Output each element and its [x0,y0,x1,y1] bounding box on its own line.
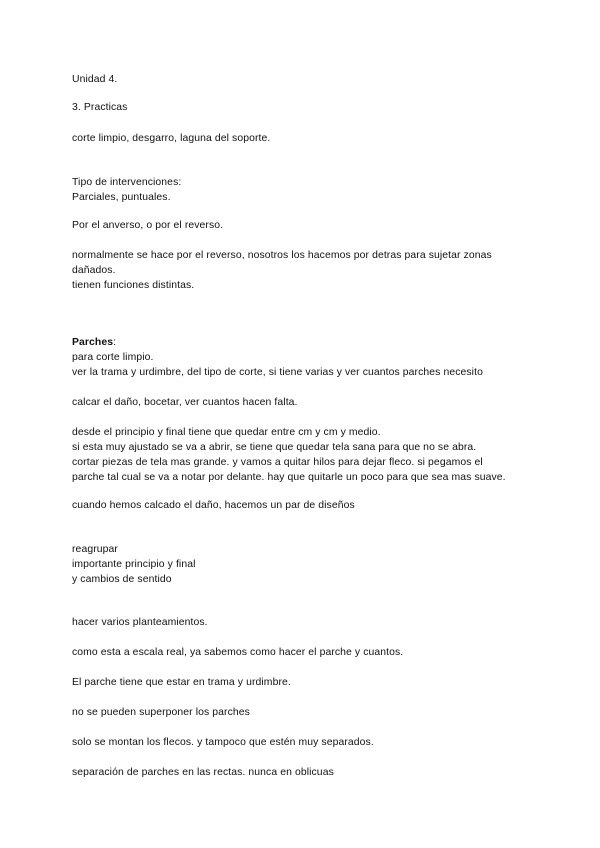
planteamientos-text: hacer varios planteamientos. [72,617,208,628]
interventions-heading: Tipo de intervenciones: [72,177,182,188]
reverse-note-line-1: normalmente se hace por el reverso, nosotros los hacemos por detras para sujetar zonas [72,250,492,261]
damage-types-text: corte limpio, desgarro, laguna del soporte. [72,133,271,144]
superponer-text: no se pueden superponer los parches [72,707,250,718]
section-title: 3. Practicas [72,102,128,113]
calcar-text: calcar el daño, bocetar, ver cuantos hacen falta. [72,397,298,408]
interventions-types: Parciales, puntuales. [72,192,171,203]
trama-text: El parche tiene que estar en trama y urdimbre. [72,677,291,688]
parches-heading-line [72,335,116,350]
list-line-1: reagrupar [72,544,118,555]
sides-text: Por el anverso, o por el reverso. [72,220,224,231]
list-line-3: y cambios de sentido [72,574,172,585]
parches-line-2: ver la trama y urdimbre, del tipo de corte, si tiene varias y ver cuantos parches necesito [72,367,483,378]
desde-line-3: cortar piezas de tela mas grande. y vamos a quitar hilos para dejar fleco. si pegamos el [72,457,483,468]
desde-line-4: parche tal cual se va a notar por delante. hay que quitarle un poco para que sea mas suave. [72,472,506,483]
separacion-text: separación de parches en las rectas. nunca en oblicuas [72,767,334,778]
unit-title: Unidad 4. [72,74,118,85]
parches-colon: : [113,337,117,348]
reverse-note-line-3: tienen funciones distintas. [72,280,195,291]
reverse-note-line-2: dañados. [72,265,116,276]
parches-line-1: para corte limpio. [72,352,154,363]
list-line-2: importante principio y final [72,559,196,570]
desde-line-2: si esta muy ajustado se va a abrir, se tiene que quedar tela sana para que no se abra. [72,442,477,453]
flecos-text: solo se montan los flecos. y tampoco que estén muy separados. [72,737,374,748]
desde-line-1: desde el principio y final tiene que quedar entre cm y cm y medio. [72,427,381,438]
calcado-text: cuando hemos calcado el daño, hacemos un par de diseños [72,500,355,511]
escala-text: como esta a escala real, ya sabemos como hacer el parche y cuantos. [72,647,404,658]
parches-heading: Parches [72,337,114,348]
